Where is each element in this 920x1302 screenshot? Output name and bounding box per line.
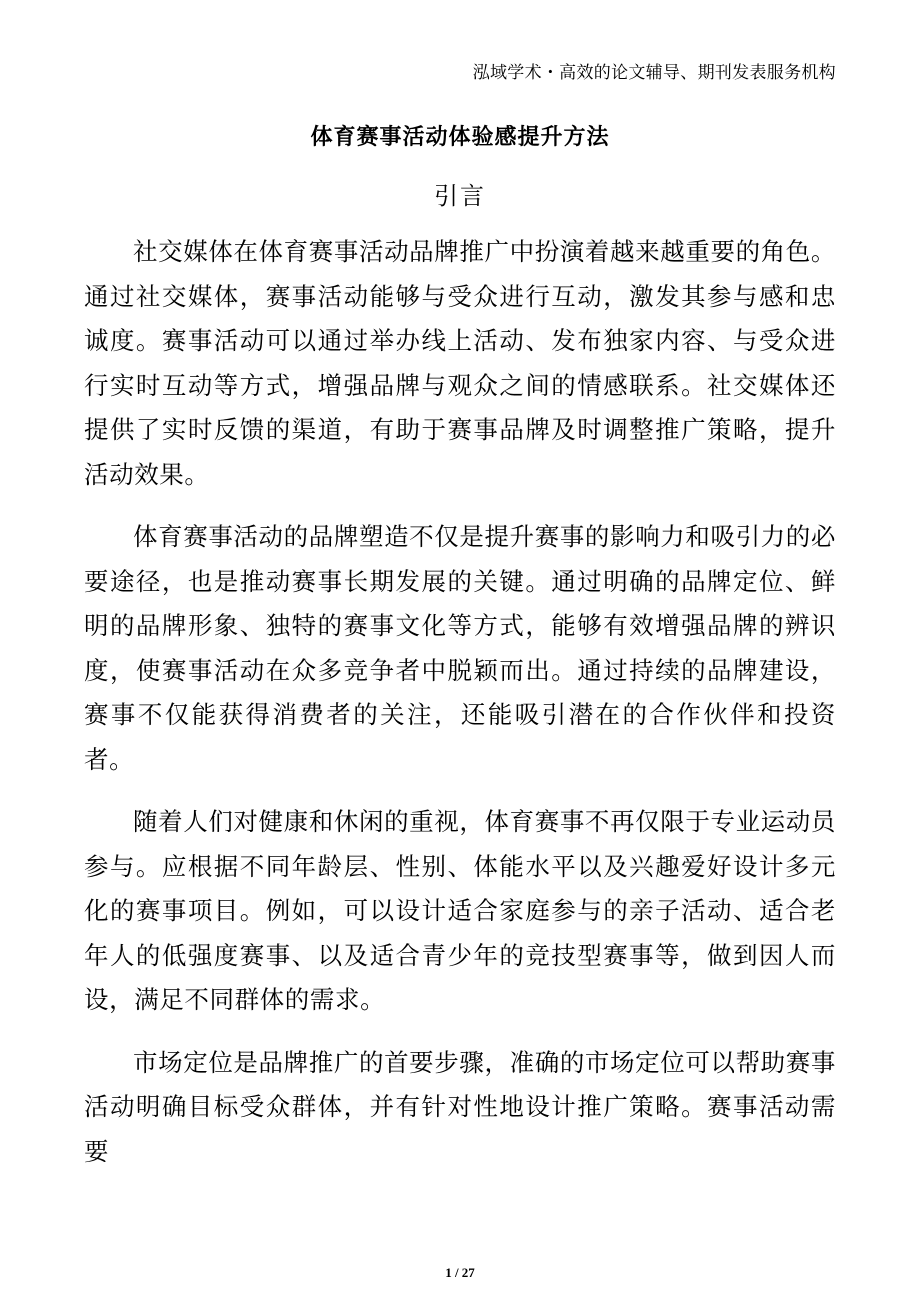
body-text bbox=[84, 230, 836, 1192]
paragraph: 市场定位是品牌推广的首要步骤，准确的市场定位可以帮助赛事活动明确目标受众群体，并有针对性地设计推广策略。赛事活动需要 bbox=[84, 1047, 836, 1166]
page-number: 1 / 27 bbox=[445, 1265, 475, 1280]
section-heading: 引言 bbox=[434, 182, 486, 210]
paragraph: 随着人们对健康和休闲的重视，体育赛事不再仅限于专业运动员参与。应根据不同年龄层、性别、体能水平以及兴趣爱好设计多元化的赛事项目。例如，可以设计适合家庭参与的亲子活动、适合老年人的低强度赛事、以及适合青少年的竞技型赛事等，做到因人而设，满足不同群体的需求。 bbox=[84, 807, 836, 1014]
document-title: 体育赛事活动体验感提升方法 bbox=[310, 125, 610, 150]
header-banner: 泓域学术・高效的论文辅导、期刊发表服务机构 bbox=[472, 63, 836, 83]
paragraph: 社交媒体在体育赛事活动品牌推广中扮演着越来越重要的角色。通过社交媒体，赛事活动能够与受众进行互动，激发其参与感和忠诚度。赛事活动可以通过举办线上活动、发布独家内容、与受众进行实时互动等方式，增强品牌与观众之间的情感联系。社交媒体还提供了实时反馈的渠道，有助于赛事品牌及时调整推广策略，提升活动效果。 bbox=[84, 237, 836, 489]
paragraph: 体育赛事活动的品牌塑造不仅是提升赛事的影响力和吸引力的必要途径，也是推动赛事长期发展的关键。通过明确的品牌定位、鲜明的品牌形象、独特的赛事文化等方式，能够有效增强品牌的辨识度，使赛事活动在众多竞争者中脱颖而出。通过持续的品牌建设，赛事不仅能获得消费者的关注，还能吸引潜在的合作伙伴和投资者。 bbox=[84, 522, 836, 774]
